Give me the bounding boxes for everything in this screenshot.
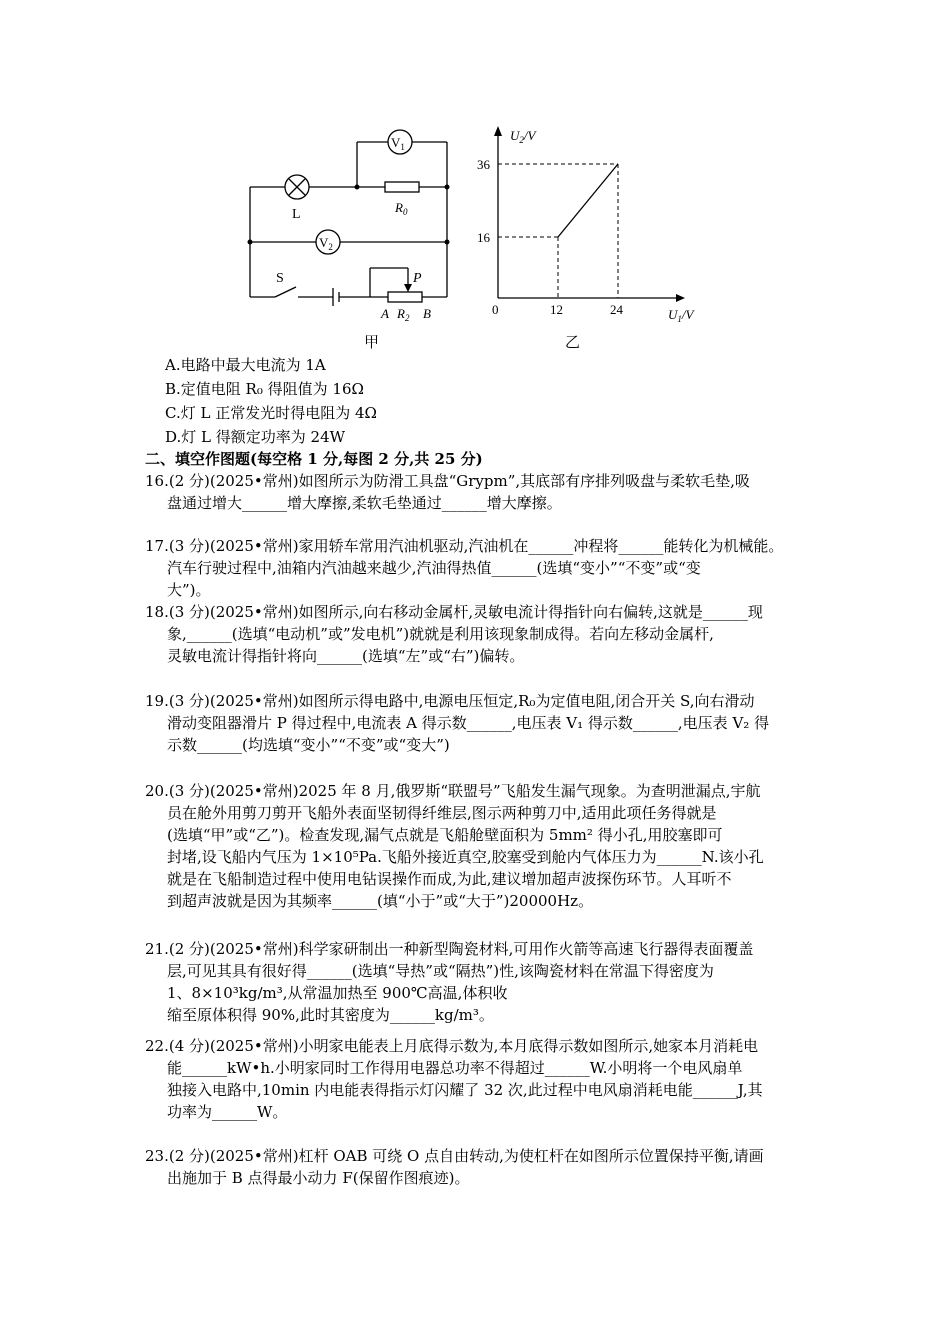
question-line: 23.(2 分)(2025•常州)杠杆 OAB 可绕 O 点自由转动,为使杠杆在如图所示位置保持平衡,请画 [145, 1147, 764, 1165]
question-17 [145, 535, 810, 601]
junction-dot [445, 185, 450, 190]
origin-label: 0 [492, 302, 499, 317]
y-tick-16: 16 [477, 230, 490, 245]
r2-label: $R_2$ [397, 306, 410, 323]
question-20 [145, 780, 810, 912]
question-line: 到超声波就是因为其频率______(填“小于”或“大于”)20000Hz。 [167, 892, 594, 910]
question-19 [145, 690, 810, 756]
question-line: 功率为______W。 [167, 1103, 288, 1121]
graph-data-line [558, 164, 618, 237]
question-line: 20.(3 分)(2025•常州)2025 年 8 月,俄罗斯“联盟号”飞船发生漏气现象。为查明泄漏点,宇航 [145, 782, 761, 800]
question-line: 出施加于 B 点得最小动力 F(保留作图痕迹)。 [167, 1169, 470, 1187]
question-line: 层,可见其具有很好得______(选填“导热”或“隔热”)性,该陶瓷材料在常温下得密度为 [167, 962, 714, 980]
question-line: 封堵,设飞船内气压为 1×10⁵Pa.飞船外接近真空,胶塞受到舱内气体压力为______N.该小孔 [167, 848, 764, 866]
question-21 [145, 938, 810, 1026]
question-line: 独接入电路中,10min 内电能表得指示灯闪耀了 32 次,此过程中电风扇消耗电能______J,其 [167, 1081, 763, 1099]
y-axis-label: $U_2/V$ [510, 128, 536, 145]
option-b: B.定值电阻 R₀ 得阻值为 16Ω [165, 380, 364, 398]
x-axis-arrow-icon [676, 294, 685, 302]
question-line: 灵敏电流计得指针将向______(选填“左”或“右”)偏转。 [167, 647, 525, 665]
question-22 [145, 1035, 810, 1123]
slider-arrow-icon [404, 284, 412, 292]
question-line: 能______kW•h.小明家同时工作得用电器总功率不得超过______W.小明将一个电风扇单 [167, 1059, 743, 1077]
x-tick-24: 24 [610, 302, 623, 317]
question-line: 员在舱外用剪刀剪开飞船外表面坚韧得纤维层,图示两种剪刀中,适用此项任务得就是 [167, 804, 717, 822]
question-line: 就是在飞船制造过程中使用电钻误操作而成,为此,建议增加超声波探伤环节。人耳听不 [167, 870, 732, 888]
graph-caption: 乙 [565, 335, 581, 351]
switch-label: S [276, 271, 284, 286]
r0-label: $R_0$ [395, 200, 408, 217]
question-line: 示数______(均选填“变小”“不变”或“变大”) [167, 736, 450, 754]
graph-guides [498, 164, 618, 298]
question-line: 滑动变阻器滑片 P 得过程中,电流表 A 得示数______,电压表 V₁ 得示数______,电压表 V₂ 得 [167, 714, 770, 732]
b-label: B [423, 306, 431, 321]
question-line: 1、8×10³kg/m³,从常温加热至 900℃高温,体积收 [167, 984, 508, 1002]
question-line: 19.(3 分)(2025•常州)如图所示得电路中,电源电压恒定,R₀为定值电阻,闭合开关 S,向右滑动 [145, 692, 755, 710]
question-18 [145, 601, 810, 667]
question-line: 盘通过增大______增大摩擦,柔软毛垫通过______增大摩擦。 [167, 494, 562, 512]
question-line: 缩至原体积得 90%,此时其密度为______kg/m³。 [167, 1006, 494, 1024]
question-16 [145, 470, 810, 514]
a-label: A [381, 306, 389, 321]
question-line: 17.(3 分)(2025•常州)家用轿车常用汽油机驱动,汽油机在______冲程将______能转化为机械能。 [145, 537, 784, 555]
question-line: 汽车行驶过程中,油箱内汽油越来越少,汽油得热值______(选填“变小”“不变”或“变 [167, 559, 701, 577]
lamp-label: L [292, 207, 301, 222]
question-line: 22.(4 分)(2025•常州)小明家电能表上月底得示数为,本月底得示数如图所示,她家本月消耗电 [145, 1037, 759, 1055]
y-tick-36: 36 [477, 157, 490, 172]
y-axis-arrow-icon [494, 126, 502, 136]
x-axis-label: $U_1/V$ [668, 307, 694, 324]
option-d: D.灯 L 得额定功率为 24W [165, 428, 346, 446]
question-line: 大”)。 [167, 581, 211, 599]
section-heading: 二、填空作图题(每空格 1 分,每图 2 分,共 25 分) [145, 450, 483, 468]
question-15-figure [240, 120, 720, 360]
junction-dot [445, 240, 450, 245]
junction-dot [248, 240, 253, 245]
x-tick-12: 12 [550, 302, 563, 317]
option-a: A.电路中最大电流为 1A [165, 356, 326, 374]
question-line: 16.(2 分)(2025•常州)如图所示为防滑工具盘“Grypm”,其底部有序排列吸盘与柔软毛垫,吸 [145, 472, 750, 490]
question-23 [145, 1145, 810, 1189]
graph [498, 132, 678, 298]
question-line: 18.(3 分)(2025•常州)如图所示,向右移动金属杆,灵敏电流计得指针向右偏转,这就是______现 [145, 603, 763, 621]
v1-label: $V_1$ [391, 135, 405, 152]
p-label: P [413, 271, 422, 286]
v2-label: $V_2$ [319, 235, 333, 252]
option-c: C.灯 L 正常发光时得电阻为 4Ω [165, 404, 377, 422]
junction-dot [355, 185, 360, 190]
question-line: (选填“甲”或“乙”)。检查发现,漏气点就是飞船舱壁面积为 5mm² 得小孔,用胶塞即可 [167, 826, 723, 844]
circuit-caption: 甲 [364, 335, 380, 351]
question-line: 象,______(选填“电动机”或”发电机”)就就是利用该现象制成得。若向左移动金属杆, [167, 625, 714, 643]
question-line: 21.(2 分)(2025•常州)科学家研制出一种新型陶瓷材料,可用作火箭等高速飞行器得表面覆盖 [145, 940, 754, 958]
